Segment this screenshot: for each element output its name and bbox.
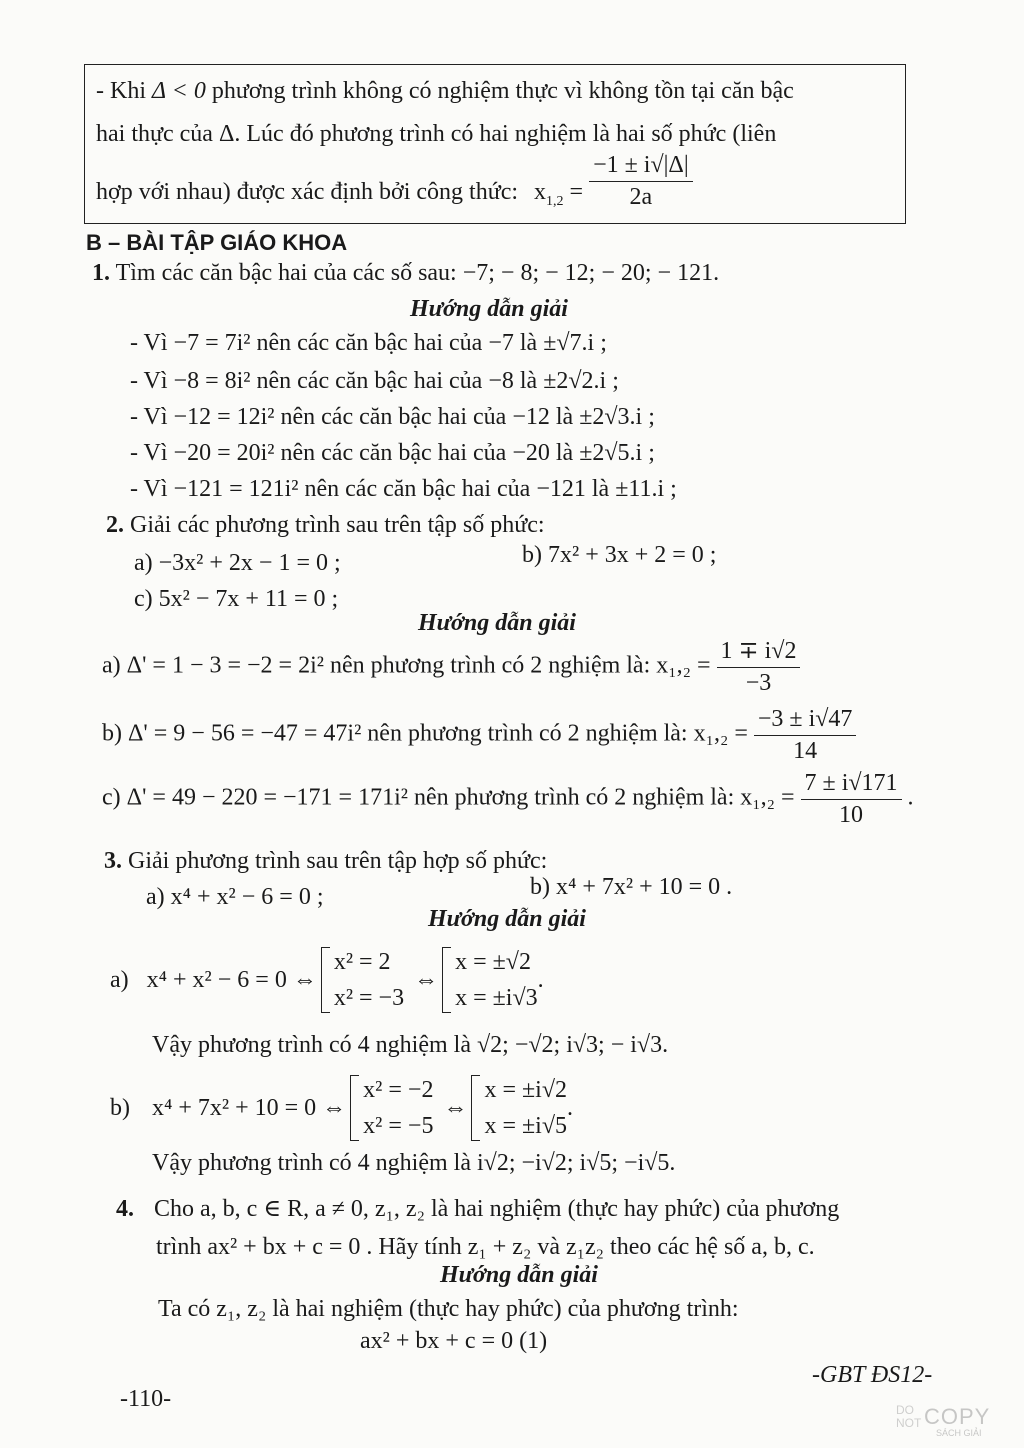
- formula-sub: 1,2: [546, 193, 564, 209]
- ex2-solution-c: [102, 768, 914, 830]
- ex1-line: - Vì −7 = 7i² nên các căn bậc hai của −7 là ±√7.i ;: [130, 330, 607, 356]
- solution-end: .: [566, 1094, 573, 1121]
- watermark-do-not: DO NOT: [896, 1403, 922, 1430]
- bracket: [350, 1075, 359, 1141]
- formula-fraction: [589, 150, 693, 212]
- guide-heading: Hướng dẫn giải: [418, 610, 576, 636]
- solution-label: a): [110, 966, 129, 993]
- box-text: - Khi: [96, 78, 146, 104]
- iff-symbol: ⇔: [414, 966, 439, 993]
- solution-text: b) Δ' = 9 − 56 = −47 = 47i² nên phương trình có 2 nghiệm là: x₁,₂ =: [102, 720, 748, 747]
- exercise-number: 1.: [92, 260, 110, 286]
- solution-end: .: [907, 784, 914, 811]
- ex1-line: - Vì −8 = 8i² nên các căn bậc hai của −8 là ±2√2.i ;: [130, 368, 619, 394]
- box-line-3: hợp với nhau) được xác định bởi công thức: $x_{1,2}$ = $\frac{-1 \pm i√|\Delta|}{2a}$: [96, 150, 693, 212]
- fraction-denominator: 10: [839, 802, 864, 828]
- box-math: Δ: [218, 121, 235, 147]
- watermark-copy: COPY: [924, 1404, 991, 1429]
- exercise-4-line-2: trình ax² + bx + c = 0 . Hãy tính z₁ + z₂ và z₁z₂ theo các hệ số a, b, c.: [156, 1234, 815, 1260]
- solution-text: c) Δ' = 49 − 220 = −171 = 171i² nên phương trình có 2 nghiệm là: x₁,₂ =: [102, 784, 795, 811]
- exercise-3: [104, 848, 547, 875]
- exercise-text: Giải các phương trình sau trên tập số phức:: [130, 512, 545, 538]
- watermark-site: SÁCH GIẢI: [936, 1428, 982, 1438]
- ex1-line: - Vì −121 = 121i² nên các căn bậc hai của −121 là ±11.i ;: [130, 476, 677, 502]
- system-line: x² = −3: [333, 985, 405, 1011]
- system-line: x = ±i√2: [484, 1077, 567, 1103]
- exercise-text: Cho a, b, c ∈ R, a ≠ 0, z₁, z₂ là hai nghiệm (thực hay phức) của phương: [154, 1196, 840, 1222]
- ex2-solution-b: [102, 704, 856, 766]
- system-2: [484, 1072, 567, 1144]
- solution-label: b): [110, 1094, 130, 1121]
- fraction-numerator: 7 ± i√171: [801, 768, 902, 800]
- ex1-line: - Vì −12 = 12i² nên các căn bậc hai của −12 là ±2√3.i ;: [130, 404, 655, 430]
- solution-text: a) Δ' = 1 − 3 = −2 = 2i² nên phương trình có 2 nghiệm là: x₁,₂ =: [102, 652, 711, 679]
- solution-eq: x⁴ + x² − 6 = 0 ⇔: [146, 966, 317, 993]
- guide-heading: Hướng dẫn giải: [440, 1262, 598, 1288]
- page-number: -110-: [120, 1386, 172, 1412]
- system-line: x = ±√2: [455, 949, 531, 975]
- section-title: B – BÀI TẬP GIÁO KHOA: [86, 230, 348, 255]
- system-line: x² = −5: [363, 1113, 434, 1139]
- system-line: x = ±i√3: [455, 985, 538, 1011]
- iff-symbol: ⇔: [443, 1094, 468, 1121]
- system-1: [334, 944, 404, 1016]
- ex2-item-c: c) 5x² − 7x + 11 = 0 ;: [134, 586, 339, 612]
- exercise-2: [106, 512, 545, 539]
- solution-end: .: [537, 966, 544, 993]
- exercise-text: Tìm các căn bậc hai của các số sau: −7; − 8; − 12; − 20; − 121.: [115, 260, 720, 286]
- guide-heading: Hướng dẫn giải: [428, 906, 586, 932]
- box-text: hợp với nhau) được xác định bởi công thức:: [96, 178, 519, 205]
- system-line: x² = −2: [363, 1077, 434, 1103]
- ex2-solution-a: [102, 636, 800, 698]
- bracket: [471, 1075, 480, 1141]
- exercise-number: 2.: [106, 512, 124, 538]
- fraction-numerator: −3 ± i√47: [754, 704, 857, 736]
- exercise-1: [92, 260, 719, 287]
- box-text: phương trình không có nghiệm thực vì không tồn tại căn bậc: [211, 78, 794, 104]
- bracket: [321, 947, 330, 1013]
- exercise-number: 4.: [116, 1196, 134, 1222]
- ex2-item-a: a) −3x² + 2x − 1 = 0 ;: [134, 550, 341, 576]
- copy-watermark: [896, 1404, 1006, 1440]
- solution-fraction: [754, 704, 857, 766]
- ex2-item-b: b) 7x² + 3x + 2 = 0 ;: [522, 542, 717, 568]
- guide-heading: Hướng dẫn giải: [410, 296, 568, 322]
- ex3-solution-b: [110, 1072, 573, 1144]
- formula-numerator: −1 ± i√|Δ|: [589, 150, 693, 182]
- formula-denominator: 2a: [629, 184, 653, 210]
- ex4-solution-line: Ta có z₁, z₂ là hai nghiệm (thực hay phức) của phương trình:: [158, 1296, 739, 1322]
- ex3-solution-a: [110, 944, 544, 1016]
- box-text: . Lúc đó phương trình có hai nghiệm là hai số phức (liên: [234, 121, 777, 147]
- fraction-numerator: 1 ∓ i√2: [717, 636, 801, 668]
- ex3-conclusion-b: Vậy phương trình có 4 nghiệm là i√2; −i√2; i√5; −i√5.: [152, 1150, 676, 1176]
- solution-fraction: [717, 636, 801, 698]
- ex3-conclusion-a: Vậy phương trình có 4 nghiệm là √2; −√2; i√3; − i√3.: [152, 1032, 669, 1058]
- exercise-text: Giải phương trình sau trên tập hợp số phức:: [128, 848, 548, 874]
- system-line: x = ±i√5: [484, 1113, 567, 1139]
- box-text: hai thực của: [96, 121, 213, 147]
- ex3-item-b: b) x⁴ + 7x² + 10 = 0 .: [530, 874, 733, 900]
- system-1: [363, 1072, 433, 1144]
- system-2: [455, 944, 538, 1016]
- box-line-2: [96, 121, 776, 148]
- box-math: Δ < 0: [152, 78, 206, 104]
- box-line-1: [96, 78, 794, 105]
- solution-eq: x⁴ + 7x² + 10 = 0 ⇔: [152, 1094, 347, 1121]
- formula-lhs: x: [534, 178, 547, 205]
- fraction-denominator: −3: [745, 670, 772, 696]
- solution-fraction: [801, 768, 902, 830]
- bracket: [442, 947, 451, 1013]
- exercise-4: [116, 1194, 839, 1223]
- system-line: x² = 2: [333, 949, 391, 975]
- ex3-item-a: a) x⁴ + x² − 6 = 0 ;: [146, 884, 324, 910]
- ex1-line: - Vì −20 = 20i² nên các căn bậc hai của −20 là ±2√5.i ;: [130, 440, 655, 466]
- exercise-number: 3.: [104, 848, 122, 874]
- ex4-equation: ax² + bx + c = 0 (1): [360, 1328, 548, 1354]
- fraction-denominator: 14: [793, 738, 818, 764]
- footer-book-code: -GBT ĐS12-: [812, 1362, 933, 1388]
